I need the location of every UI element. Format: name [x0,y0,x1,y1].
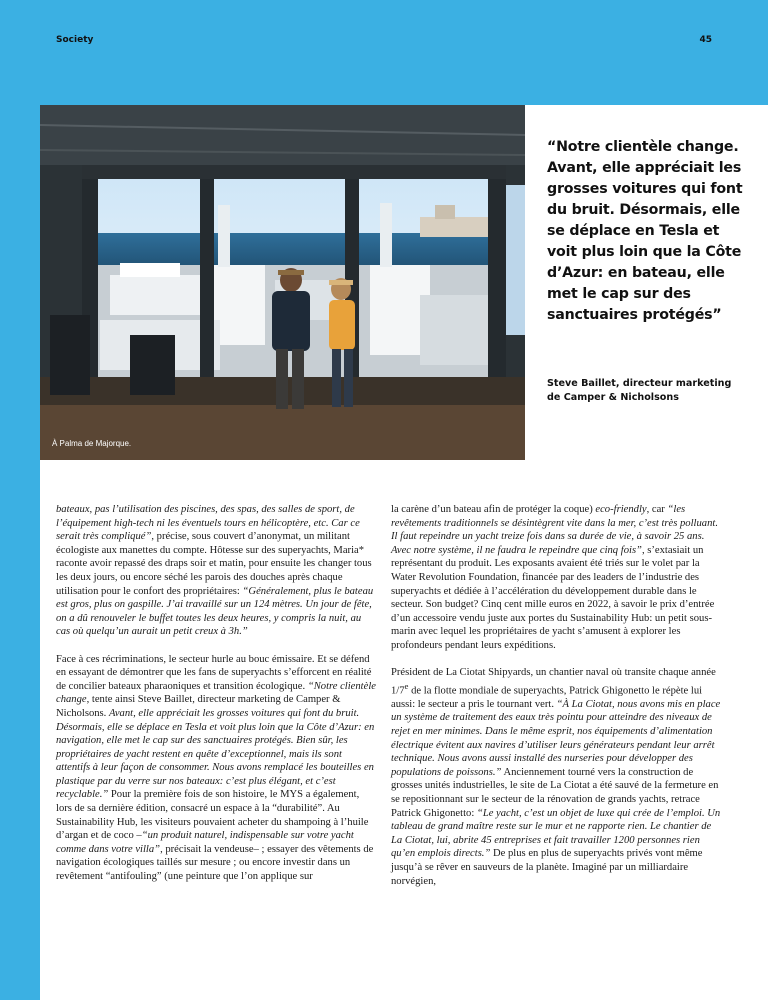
text-span: “les revêtements traditionnels se désintègrent vite dans la mer, c’est très polluant. Il faut repeindre un yacht treize fois dans sa durée de vie, à savoir 25 ans. Avec notre système, il ne faudra le repeindre que cinq fois” [391,504,718,556]
paragraph [56,653,376,884]
paragraph [56,503,376,639]
text-span: “Le yacht, c’est un objet de luxe qui crée de l’emploi. Un tableau de grand maître reste sur le mur et ne rapporte rien. Le chantier de La Ciotat, lui, abrite 45 entreprises et fait travailler 1200 personnes rien qu’en emplois directs.” [391,807,721,860]
text-span: Anciennement tourné vers la construction de grosses unités industrielles, le site de La Ciotat a été sauvé de la fermeture en se repositionnant sur le secteur de la rénovation de grands yachts, retrace Patrick Ghigonetto: [391,766,719,819]
page-number: 45 [699,35,712,45]
text-span: Avant, elle appréciait les grosses voitures qui font du bruit. Désormais, elle se déplace en Tesla et voit plus loin que la Côte d’Azur: en navigation, elle met le cap sur des sanctuaires protégés. Bien sûr, les propriétaires de yacht restent en quête d’exceptionnel, mais ils sont attentifs à leur façon de consommer. Nous avons remplacé les bouteilles en plastique par du verre sur nos bateaux: c’est plus élégant, et c’est recyclable.” [56,707,375,801]
article-page [40,105,768,1000]
paragraph [391,666,721,888]
section-label: Society [56,35,94,45]
photo-palma-marina [40,105,525,460]
text-span: , s’extasiait un représentant du produit. Les exposants avaient été triés sur le volet par la Water Revolution Foundation, financée par des leaders de l’industrie des superyachts et dédiée à l’accélération du développement durable dans le secteur. Son budget? Cinq cent mille euros en 2022, à savoir le prix d’entrée d’un accessoire vendu juste aux portes du Sustainability Hub: un petit sous-marin avec lequel les propriétaires de yacht s’amusent à explorer les profondeurs pendant leurs expéditions. [391,544,715,651]
text-span: eco-friendly [595,504,647,515]
text-span: , car [646,504,668,515]
text-span: “Généralement, plus le bateau est gros, plus on gaspille. J’ai travaillé sur un 124 mètres. Un jour de fête, on a dû renouveler le buffet toutes les deux heures, y compris la nuit, au cas où quelqu’un aurait un petit creux à 3h.” [56,585,374,638]
photo-illustration [40,105,525,460]
text-span: Pour la première fois de son histoire, le MYS a également, lors de sa dernière édition, consacré un espace à la “durabilité”. Au Sustainability Hub, les visiteurs pouvaient acheter du shampoing à l’huile d’argan et de coco – [56,789,369,842]
article-column-left [56,503,376,897]
text-span: la carène d’un bateau afin de protéger la coque) [391,504,596,515]
pull-quote-attribution: Steve Baillet, directeur marketing de Camper & Nicholsons [547,378,732,403]
text-span: De plus en plus de superyachts privés vont même jusqu’à se rêver en sauveurs de la planète. Imaginé par un milliardaire norvégien, [391,848,703,887]
superscript: e [404,680,409,691]
text-span: Président de La Ciotat Shipyards, un chantier naval où transite chaque année 1/7 [391,667,716,697]
article-column-right [391,503,721,902]
text-span: , précisait la vendeuse– ; essayer des vêtements de navigation écologiques taillés sur mesure ; ou encore investir dans un revêtement “antifouling” (une peinture que l’on applique sur [56,843,374,883]
photo-caption: À Palma de Majorque. [52,439,132,448]
paragraph [391,503,721,653]
pull-quote: “Notre clientèle change. Avant, elle appréciait les grosses voitures qui font du bruit. Désormais, elle se déplace en Tesla et voit plus loin que la Côte d’Azur: en bateau, elle met le cap sur des sanctuaires protégés” [547,139,743,323]
text-span: tente ainsi Steve Baillet, directeur marketing de Camper & Nicholsons. [56,694,341,719]
text-span: Face à ces récriminations, le secteur hurle au bouc émissaire. Et se défend en essayant de démontrer que les fans de superyachts s’efforcent en réalité de concilier bateaux pharaoniques et transition écologique. [56,653,372,692]
text-span: bateaux, pas l’utilisation des piscines, des spas, des salles de sport, de l’équipement high-tech ni les éventuels tours en hélicoptère, etc. Car ce serait très compliqué” [56,504,360,543]
text-span: de la flotte mondiale de superyachts, Patrick Ghigonetto le répète lui aussi: le secteur a pris le tournant vert. [391,685,703,710]
text-span: “Notre clientèle change, [56,680,376,706]
text-span: “un produit naturel, indispensable sur votre yacht comme dans votre villa” [56,830,354,855]
text-span: , précise, sous couvert d’anonymat, un militant écologiste aux manettes du compte. Hôtesse sur des superyachts, Maria* raconte avoir repassé des draps soir et matin, pour ensuite les changer tous les deux jours, ou encore séché les parois des douches après chaque utilisation pour le confort des propriétaires: [56,531,372,597]
text-span: “À La Ciotat, nous avons mis en place un système de traitement des eaux très pointu pour atteindre des niveaux de rejet en mer minimes. Dans le même esprit, nos équipements d’alimentation électrique évitent aux navires d’utiliser leurs générateurs pendant leur arrêt technique. Nous avons aussi installé des nurseries pour développer des populations de poissons.” [391,698,721,778]
